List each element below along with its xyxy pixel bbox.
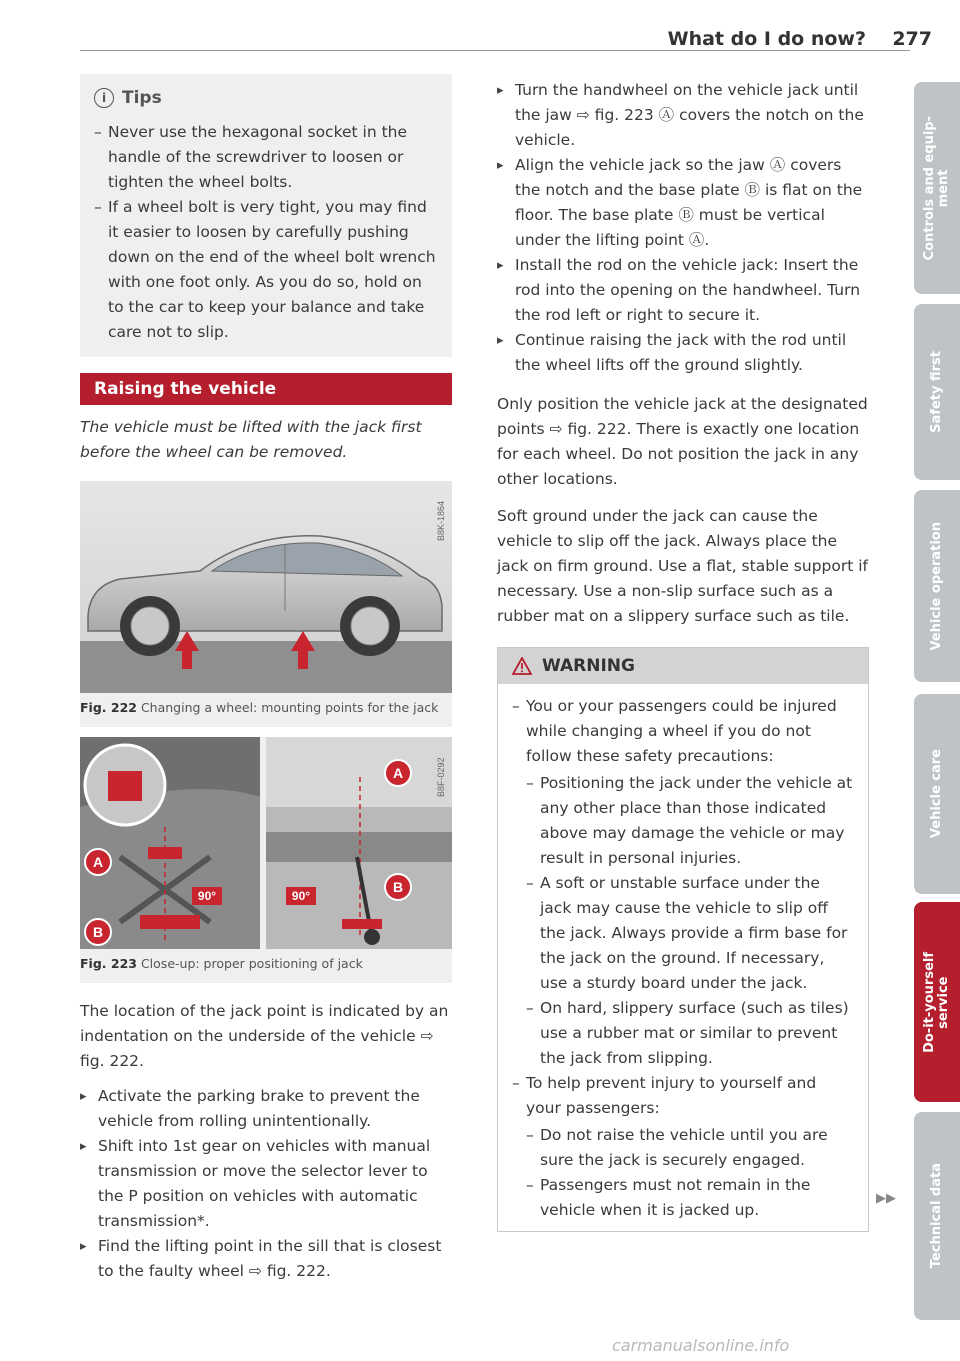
warning-subitem: – Positioning the jack under the vehicle at any other place than those indicated above may damage the vehicle or may result in personal injuries. [526,771,854,871]
header-title: What do I do now? [667,28,866,50]
left-column [80,74,452,1284]
header-rule [80,50,910,51]
warning-subitem: – Do not raise the vehicle until you are sure the jack is securely engaged. [526,1123,854,1173]
warning-heading [498,648,868,684]
tab-diy-service[interactable] [914,902,960,1102]
watermark: carmanualsonline.info [612,1336,790,1355]
callout-b: B [392,879,404,895]
warning-sublist [526,1123,854,1223]
step-item: ▸ Align the vehicle jack so the jaw Ⓐ covers the notch and the base plate Ⓑ is flat on the floor. The base plate Ⓑ must be vertical under the lifting point Ⓐ. [497,153,869,253]
figure-label: Fig. 223 [80,956,137,971]
positioning-paragraph: Only position the vehicle jack at the designated points ⇨ fig. 222. There is exactly one location for each wheel. Do not position the jack in any other locations. [497,395,868,488]
tab-label: Vehicle operation [929,521,944,651]
warning-title: WARNING [542,656,635,676]
tips-title: Tips [122,88,162,108]
step-item: ▸ Install the rod on the vehicle jack: Insert the rod into the opening on the handwheel. Turn the rod left or right to secure it. [497,253,869,328]
car-side-illustration [80,481,452,693]
jack-point-paragraph: The location of the jack point is indicated by an indentation on the underside of the vehicle ⇨ fig. 222. [80,1002,449,1070]
steps-list [80,1084,452,1284]
step-item: ▸ Turn the handwheel on the vehicle jack until the jaw ⇨ fig. 223 Ⓐ covers the notch on the vehicle. [497,78,869,153]
warning-subitem: – A soft or unstable surface under the jack may cause the vehicle to slip off the jack. Always provide a firm base for the jack on the ground. If necessary, use a sturdy board under the jack. [526,871,854,996]
right-column [497,74,869,1232]
warning-item-text: To help prevent injury to yourself and your passengers: [526,1074,817,1117]
tab-technical[interactable] [914,1112,960,1320]
tips-item: – Never use the hexagonal socket in the handle of the screwdriver to loosen or tighten the wheel bolts. [94,120,438,195]
step-item: ▸ Shift into 1st gear on vehicles with manual transmission or move the selector lever to the P position on vehicles with automatic transmission*. [80,1134,452,1234]
warning-box [497,647,869,1232]
figure-caption [80,949,452,973]
tips-list [94,120,438,345]
callout-a: A [92,854,104,870]
angle-label: 90° [291,889,311,903]
tips-heading [94,88,438,108]
figure-caption [80,693,452,717]
info-icon: i [94,88,114,108]
step-item: ▸ Continue raising the jack with the rod until the wheel lifts off the ground slightly. [497,328,869,378]
tab-label: Controls and equip- ment [922,115,951,261]
warning-subitem: – On hard, slippery surface (such as tiles) use a rubber mat or similar to prevent the jack from slipping. [526,996,854,1071]
tab-label: Vehicle care [929,749,944,839]
tips-item: – If a wheel bolt is very tight, you may find it easier to loosen by carefully pushing down on the end of the wheel bolt wrench with one foot only. As you do so, hold on to the car to keep your balance and take care not to slip. [94,195,438,345]
jack-closeup-illustration [80,737,452,949]
step-item: ▸ Activate the parking brake to prevent the vehicle from rolling unintentionally. [80,1084,452,1134]
page-number: 277 [892,28,932,50]
tab-care[interactable] [914,694,960,894]
angle-label: 90° [197,889,217,903]
warning-triangle-icon [512,657,532,675]
figure-223 [80,737,452,983]
tab-label: Safety first [929,351,944,433]
tab-safety[interactable] [914,304,960,480]
tips-box [80,74,452,357]
figure-code: B8K-1864 [436,500,446,541]
section-intro: The vehicle must be lifted with the jack first before the wheel can be removed. [80,418,422,461]
figure-label: Fig. 222 [80,700,137,715]
tab-label: Do-it-yourself service [922,951,951,1053]
continue-arrow-icon: ▶▶ [876,1191,896,1206]
step-item: ▸ Find the lifting point in the sill that is closest to the faulty wheel ⇨ fig. 222. [80,1234,452,1284]
tab-label: Technical data [929,1163,944,1269]
warning-item-text: You or your passengers could be injured while changing a wheel if you do not follow these safety precautions: [526,697,837,765]
steps-list [497,78,869,378]
soft-ground-paragraph: Soft ground under the jack can cause the vehicle to slip off the jack. Always place the jack on firm ground. Use a flat, stable support if necessary. Use a non-slip surface such as a rubber mat on a slippery surface such as tile. [497,507,869,625]
warning-sublist [526,771,854,1071]
warning-item [512,1071,854,1223]
section-title: Raising the vehicle [80,373,452,405]
callout-a: A [392,765,404,781]
figure-222 [80,481,452,727]
callout-b: B [92,924,104,940]
warning-subitem: – Passengers must not remain in the vehicle when it is jacked up. [526,1173,854,1223]
tab-controls[interactable] [914,82,960,294]
figure-caption-text: Changing a wheel: mounting points for the jack [140,700,439,715]
warning-body [498,684,868,1231]
warning-list [512,694,854,1223]
figure-caption-text: Close-up: proper positioning of jack [140,956,363,971]
warning-item [512,694,854,1071]
tab-operation[interactable] [914,490,960,682]
figure-code: B8F-0292 [436,757,446,797]
